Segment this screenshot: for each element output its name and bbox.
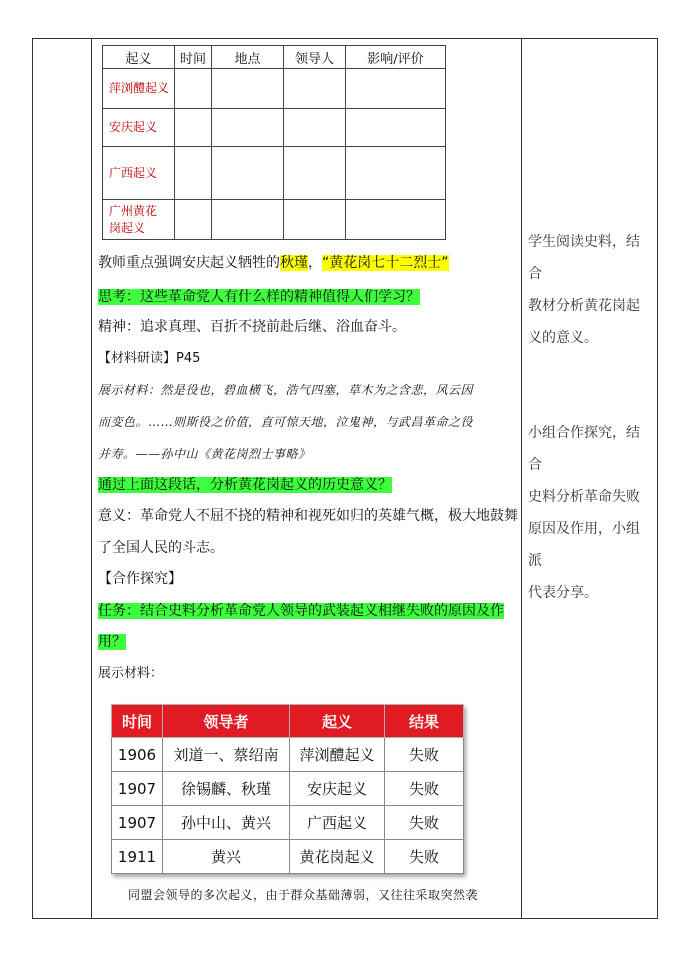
table-row bbox=[103, 200, 446, 240]
column-divider-right bbox=[521, 39, 522, 918]
column-divider-left bbox=[91, 39, 92, 918]
result-header: 起义 bbox=[290, 705, 385, 738]
table-row: 1907 徐锡麟、秋瑾 安庆起义 失败 bbox=[112, 772, 464, 806]
task-line: 用？ bbox=[98, 634, 126, 650]
summary-header: 时间 bbox=[175, 46, 212, 69]
uprisings-result-table bbox=[111, 704, 464, 874]
table-row: 1907 孙中山、黄兴 广西起义 失败 bbox=[112, 806, 464, 840]
table-row bbox=[103, 147, 446, 200]
summary-row-label: 广西起义 bbox=[103, 147, 175, 200]
result-header: 领导者 bbox=[163, 705, 290, 738]
show-material-label: 展示材料： bbox=[98, 666, 164, 681]
side-note-group-explore: 小组合作探究，结合 史料分析革命失败 原因及作用，小组派 代表分享。 bbox=[528, 425, 640, 601]
side-note-students-read: 学生阅读史料，结合 教材分析黄花岗起 义的意义。 bbox=[528, 234, 640, 346]
summary-row-label: 萍浏醴起义 bbox=[103, 69, 175, 109]
highlight-qiujin: 秋瑾 bbox=[280, 255, 308, 271]
summary-row-label: 安庆起义 bbox=[103, 109, 175, 147]
summary-header: 影响/评价 bbox=[346, 46, 446, 69]
summary-row-label-text: 广州黄花岗起义 bbox=[109, 203, 158, 235]
teacher-emphasis-line: 教师重点强调安庆起义牺牲的秋瑾，“黄花岗七十二烈士” bbox=[98, 255, 449, 271]
summary-row-label bbox=[103, 200, 175, 240]
highlight-72-martyrs: “黄花岗七十二烈士” bbox=[322, 255, 449, 271]
result-header: 时间 bbox=[112, 705, 163, 738]
table-row bbox=[103, 109, 446, 147]
table-row: 1906 刘道一、蔡绍南 萍浏醴起义 失败 bbox=[112, 738, 464, 772]
coop-heading: 【合作探究】 bbox=[98, 571, 182, 587]
meaning-line: 意义：革命党人不屈不挠的精神和视死如归的英雄气概，极大地鼓舞 bbox=[98, 508, 518, 524]
summary-header: 领导人 bbox=[284, 46, 346, 69]
result-header: 结果 bbox=[385, 705, 464, 738]
summary-header: 起义 bbox=[103, 46, 175, 69]
table-row: 1911 黄兴 黄花岗起义 失败 bbox=[112, 840, 464, 874]
meaning-line: 了全国人民的斗志。 bbox=[98, 540, 224, 556]
summary-header-row bbox=[103, 46, 446, 69]
spirit-answer: 精神：追求真理、百折不挠前赴后继、浴血奋斗。 bbox=[98, 319, 406, 335]
summary-table bbox=[102, 45, 446, 240]
bottom-material-line: 同盟会领导的多次起义，由于群众基础薄弱，又往往采取突然袭 bbox=[128, 888, 479, 902]
quote-line: 并寿。——孙中山《黄花岗烈士事略》 bbox=[98, 447, 311, 461]
table-row bbox=[103, 69, 446, 109]
quote-line: 展示材料：然是役也，碧血横飞，浩气四塞，草木为之含悲，风云因 bbox=[98, 383, 474, 397]
significance-question: 通过上面这段话，分析黄花岗起义的历史意义？ bbox=[98, 477, 392, 493]
quote-line: 而变色。……则斯役之价值，直可惊天地，泣鬼神，与武昌革命之役 bbox=[98, 415, 474, 429]
result-header-row bbox=[112, 705, 464, 738]
task-line: 任务：结合史料分析革命党人领导的武装起义相继失败的原因及作 bbox=[98, 603, 504, 619]
think-question: 思考：这些革命党人有什么样的精神值得人们学习？ bbox=[98, 289, 420, 305]
summary-header: 地点 bbox=[212, 46, 284, 69]
material-heading: 【材料研读】P45 bbox=[98, 351, 201, 366]
